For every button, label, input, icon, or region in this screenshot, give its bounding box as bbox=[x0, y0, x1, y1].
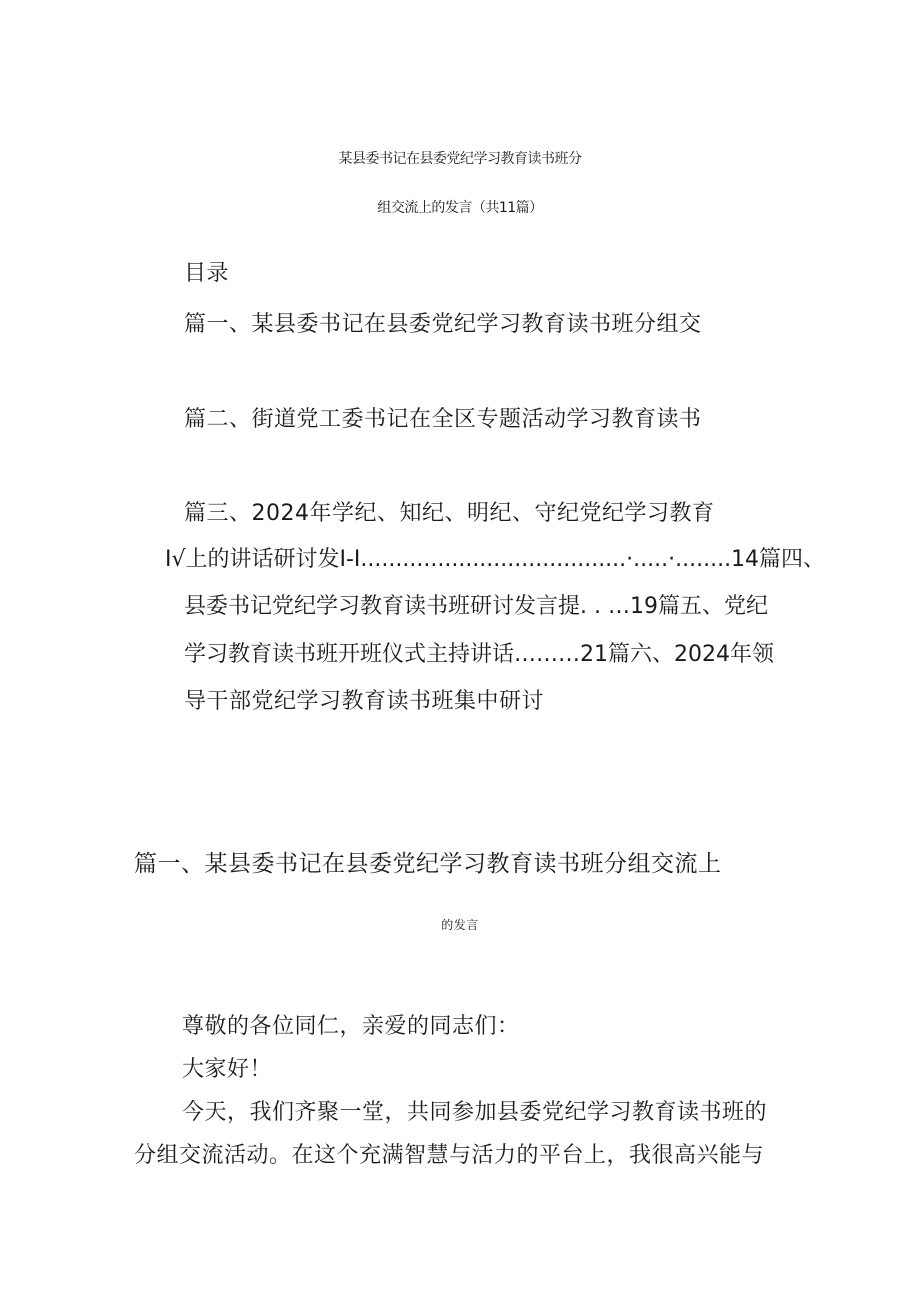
toc-line: 篇一、某县委书记在县委党纪学习教育读书班分组交 bbox=[184, 312, 702, 337]
section-heading-line-1: 篇一、某县委书记在县委党纪学习教育读书班分组交流上 bbox=[134, 851, 722, 877]
body-paragraph: 尊敬的各位同仁，亲爱的同志们： bbox=[182, 1014, 520, 1039]
body-paragraph: 分组交流活动。在这个充满智慧与活力的平台上，我很高兴能与 bbox=[134, 1143, 765, 1168]
document-title-line-2: 组交流上的发言（共11篇） bbox=[377, 200, 543, 216]
section-heading-line-2: 的发言 bbox=[441, 918, 479, 932]
toc-heading: 目录 bbox=[184, 261, 230, 286]
toc-line: 篇二、街道党工委书记在全区专题活动学习教育读书 bbox=[184, 407, 702, 432]
body-paragraph: 大家好！ bbox=[182, 1057, 273, 1082]
body-paragraph: 今天，我们齐聚一堂，共同参加县委党纪学习教育读书班的 bbox=[182, 1100, 768, 1125]
toc-line: 学习教育读书班开班仪式主持讲话………21篇六、2024年领 bbox=[184, 642, 774, 667]
toc-line: 篇三、2024年学纪、知纪、明纪、守纪党纪学习教育 bbox=[184, 501, 715, 526]
toc-line: I√上的讲话研讨发I-I......................................·.....·........14篇四、 bbox=[165, 547, 826, 572]
toc-line: 县委书记党纪学习教育读书班研讨发言提. . …19篇五、党纪 bbox=[184, 594, 768, 619]
toc-line: 导干部党纪学习教育读书班集中研讨 bbox=[184, 689, 545, 714]
document-title-line-1: 某县委书记在县委党纪学习教育读书班分 bbox=[338, 151, 582, 167]
